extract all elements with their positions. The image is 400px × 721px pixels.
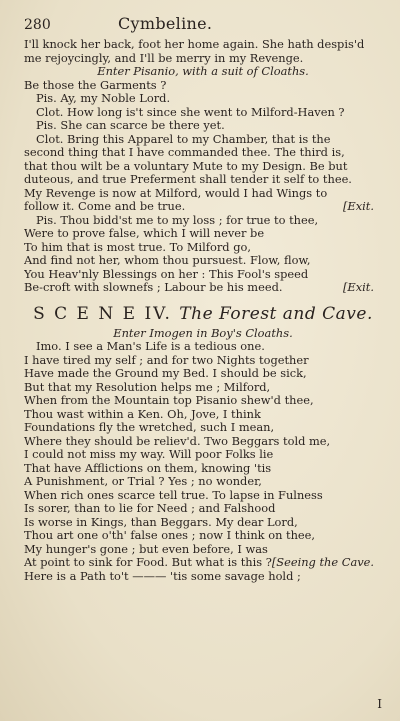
text-line — [24, 133, 382, 147]
line-text: Be-croft with slownefs ; Labour be his meed. — [24, 281, 283, 294]
line-text: When from the Mountain top Pisanio shew'd thee, — [24, 394, 314, 407]
text-line — [24, 38, 382, 52]
line-text: Is worse in Kings, than Beggars. My dear Lord, — [24, 515, 298, 529]
line-text: When rich ones scarce tell true. To lapse in Fulness — [24, 488, 323, 502]
line-text: You Heav'nly Blessings on her : This Fool's speed — [24, 267, 309, 281]
text-line — [24, 435, 382, 449]
text-line — [24, 408, 382, 422]
text-line — [24, 489, 382, 503]
line-text: Clot. Bring this Apparel to my Chamber, that is the — [36, 132, 331, 146]
line-text: Here is a Path to't ——— 'tis some savage hold ; — [24, 569, 301, 583]
line-text: Where they should be reliev'd. Two Beggars told me, — [24, 434, 331, 448]
page-header — [24, 14, 382, 38]
line-text: Is sorer, than to lie for Need ; and Falshood — [24, 502, 276, 515]
line-text: that thou wilt be a voluntary Mute to my Design. Be but — [24, 159, 348, 173]
line-text: Clot. How long is't since she went to Milford-Haven ? — [36, 105, 345, 119]
scene-place: The Forest and Cave. — [179, 303, 373, 324]
text-line — [24, 462, 382, 476]
text-line — [24, 268, 382, 282]
scene-heading — [24, 301, 382, 327]
page-number: 280 — [24, 17, 51, 33]
line-text: I'll knock her back, foot her home again. She hath despis'd — [24, 38, 365, 51]
text-line — [24, 502, 382, 516]
text-line — [24, 556, 382, 570]
line-text: Have made the Ground my Bed. I should be sick, — [24, 367, 307, 380]
text-line — [24, 187, 382, 201]
stage-exit: [Seeing the Cave. — [271, 556, 375, 569]
text-block-bottom — [24, 327, 382, 584]
line-text: My hunger's gone ; but even before, I was — [24, 542, 268, 556]
catchword: I — [377, 697, 382, 711]
text-line — [24, 119, 382, 133]
running-title: Cymbeline. — [118, 14, 213, 33]
line-text: me rejoycingly, and I'll be merry in my Revenge. — [24, 51, 304, 65]
text-line — [24, 65, 382, 79]
text-line — [24, 214, 382, 228]
line-text: And find not her, whom thou pursuest. Flow, flow, — [24, 254, 311, 267]
text-line — [24, 570, 382, 584]
line-text: Thou art one o'th' false ones ; now I think on thee, — [24, 529, 316, 542]
text-line — [24, 340, 382, 354]
line-text: At point to sink for Food. But what is this ? — [24, 556, 272, 569]
line-text: Pis. She can scarce be there yet. — [36, 119, 225, 132]
stage-exit: [Exit. — [342, 281, 374, 294]
line-text: Enter Imogen in Boy's Cloaths. — [113, 326, 293, 340]
line-text: Thou wast within a Ken. Oh, Jove, I think — [24, 407, 261, 421]
text-line — [24, 516, 382, 530]
text-line — [24, 448, 382, 462]
text-line — [24, 241, 382, 255]
text-block-top — [24, 38, 382, 295]
line-text: Enter Pisanio, with a suit of Cloaths. — [97, 65, 309, 78]
text-line — [24, 79, 382, 93]
line-text: Were to prove false, which I will never be — [24, 227, 265, 240]
text-line — [24, 381, 382, 395]
line-text: My Revenge is now at Milford, would I had Wings to — [24, 186, 328, 200]
line-text: A Punishment, or Trial ? Yes ; no wonder, — [24, 475, 262, 488]
line-text: Foundations fly the wretched, such I mean, — [24, 421, 275, 434]
text-line — [24, 281, 382, 295]
text-line — [24, 92, 382, 106]
text-line — [24, 394, 382, 408]
text-line — [24, 52, 382, 66]
stage-exit: [Exit. — [342, 200, 374, 213]
text-line — [24, 327, 382, 341]
text-line — [24, 543, 382, 557]
text-line — [24, 146, 382, 160]
text-line — [24, 200, 382, 214]
text-line — [24, 354, 382, 368]
line-text: But that my Resolution helps me ; Milford, — [24, 380, 271, 394]
text-line — [24, 475, 382, 489]
text-line — [24, 529, 382, 543]
text-line — [24, 254, 382, 268]
text-line — [24, 421, 382, 435]
text-line — [24, 160, 382, 174]
line-text: To him that is most true. To Milford go, — [24, 240, 251, 254]
line-text: Be those the Garments ? — [24, 78, 167, 92]
line-text: Pis. Ay, my Noble Lord. — [36, 92, 171, 105]
line-text: follow it. Come and be true. — [24, 200, 186, 213]
text-line — [24, 367, 382, 381]
text-line — [24, 173, 382, 187]
line-text: That have Afflictions on them, knowing 'tis — [24, 461, 272, 475]
text-line — [24, 227, 382, 241]
line-text: Imo. I see a Man's Life is a tedious one. — [36, 340, 265, 353]
line-text: I could not miss my way. Will poor Folks lie — [24, 448, 274, 461]
line-text: I have tired my self ; and for two Nights together — [24, 353, 309, 367]
text-line — [24, 106, 382, 120]
line-text: second thing that I have commanded thee. The third is, — [24, 146, 345, 159]
line-text: Pis. Thou bidd'st me to my loss ; for true to thee, — [36, 213, 319, 227]
line-text: duteous, and true Preferment shall tender it self to thee. — [24, 173, 352, 186]
scene-label: S C E N E IV. — [33, 303, 172, 324]
